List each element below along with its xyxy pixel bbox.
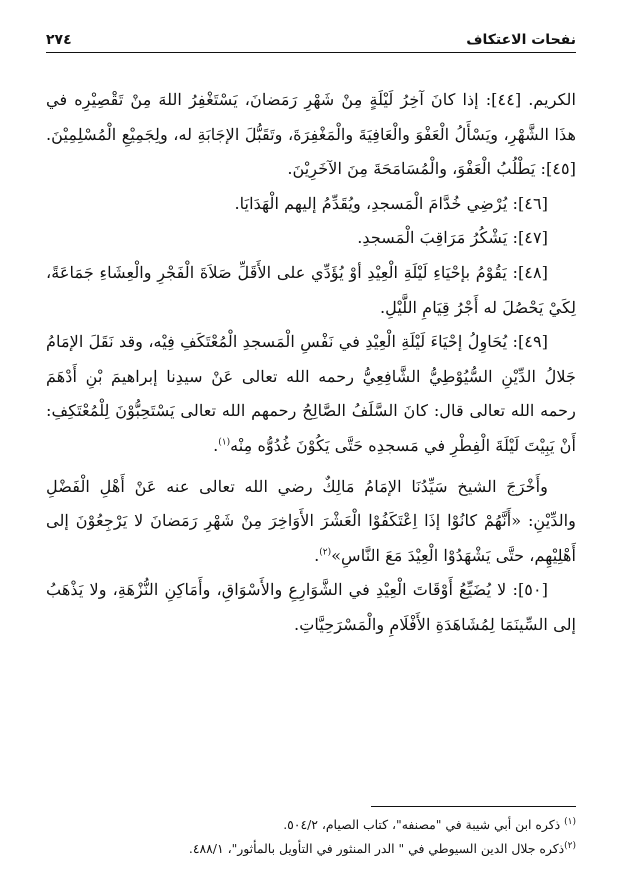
paragraph-44-45 [46,83,576,187]
footnote-ref: (٢) [319,547,332,558]
paragraph-text: وأَخْرَجَ الشيخ سَيِّدُنَا الإمَامُ مَالِكٌ رضي الله تعالى عنه عَنْ أَهْلِ الْفَضْلِ والدِّيْنِ: «أَنَّهُمْ كانُوْا إذَا اِعْتَكَفُوْا الْعَشْرَ الأَوَاخِرَ مِنْ شَهْرِ رَمَضانَ لا يَرْجِعُوْنَ إلى أَهْلِيْهِم، حتَّى يَشْهَدُوْا الْعِيْدَ مَعَ النَّاسِ» [46,476,576,565]
paragraph-text: [٤٧]: يَشْكُرُ مَرَاقِبَ الْمَسجدِ. [357,228,548,248]
footnote-text: ذكره جلال الدين السيوطي في " الدر المنثور في التأويل بالمأثور"، ٤٨٨/١. [188,841,565,856]
footnote-text: ذكره ابن أبي شيبة في "مصنفه"، كتاب الصيام، ٥٠٤/٢. [283,817,561,832]
footnote-mark: (١) [564,816,576,827]
book-page [46,26,576,866]
page-number: ٢٧٤ [46,32,72,48]
footnote-ref: (١) [218,437,231,448]
paragraph-text: [٥٠]: لا يُضَيِّعُ أَوْقَاتَ الْعِيْدِ في الشَّوَارِعِ والأَسْوَاقِ، وأَمَاكِنِ النُّزْهَةِ، ولا يَذْهَبُ إلى السِّينَمَا لِمُشَاهَدَةِ الأَفْلَامِ والْمَسْرَحِيَّاتِ. [46,580,576,634]
book-title: نفحات الاعتكاف [466,32,576,48]
footnote [46,813,576,837]
footnote-divider [371,806,576,807]
page-body [46,83,576,643]
footnotes [46,806,576,861]
paragraph-48 [46,256,576,325]
running-header [46,26,576,53]
footnote-mark: (٢) [564,840,576,851]
paragraph-47 [46,221,576,256]
paragraph-malik [46,470,576,574]
sentence-end: . [213,435,219,455]
paragraph-text: [٤٦]: يُرْضِي خُدَّامَ الْمَسجدِ، ويُقَدِّمُ إليهم الْهَدَايَا. [234,193,548,213]
paragraph-46 [46,187,576,222]
sentence-end: . [314,545,320,565]
paragraph-49 [46,325,576,463]
paragraph-text: [٤٨]: يَقُوْمُ بإحْيَاءِ لَيْلَةِ الْعِيْدِ أوْ يُؤَدِّي على الأَقَلِّ صَلاَةَ الْفَجْرِ والْعِشَاءِ جَمَاعَةً، لِكَيْ يَحْصُلَ له أَجْرُ قِيَامِ اللَّيْلِ. [46,262,576,317]
paragraph-50 [46,573,576,642]
paragraph-text: الكريم. [٤٤]: إذا كانَ آخِرُ لَيْلَةٍ مِنْ شَهْرِ رَمَضانَ، يَسْتَغْفِرُ اللهَ مِنْ تَقْصِيْرِه في هذَا الشَّهْرِ، ويَسْأَلُ الْعَفْوَ والْعَافِيَةَ والْمَغْفِرَةَ، وتَقَبُّلَ الإجَابَةِ له، ولِجَمِيْعِ الْمُسْلِمِيْنَ. [٤٥]: يَطْلُبُ الْعَفْوَ، والْمُسَامَحَةَ مِنَ الآخَرِيْنَ. [46,90,576,179]
paragraph-text: [٤٩]: يُحَاوِلُ إحْيَاءَ لَيْلَةِ الْعِيْدِ في نَفْسِ الْمَسجدِ الْمُعْتَكَفِ فِيْه، وقد نَقَلَ الإمَامُ جَلالُ الدِّيْنِ السُّيُوْطِيُّ الشَّافِعِيُّ رحمه الله تعالى عَنْ سيدِنا إبراهيمَ بْنِ أَدْهَمَ رحمه الله تعالى قال: كانَ السَّلَفُ الصَّالِحُ رحمهم الله تعالى يَسْتَحِبُّوْنَ لِلْمُعْتَكِفِ: أَنْ يَبِيْتَ لَيْلَةَ الْفِطْرِ في مَسجدِه حَتَّى يَكُوْنَ غُدُوُّه مِنْه [46,332,576,455]
footnote [46,837,576,861]
